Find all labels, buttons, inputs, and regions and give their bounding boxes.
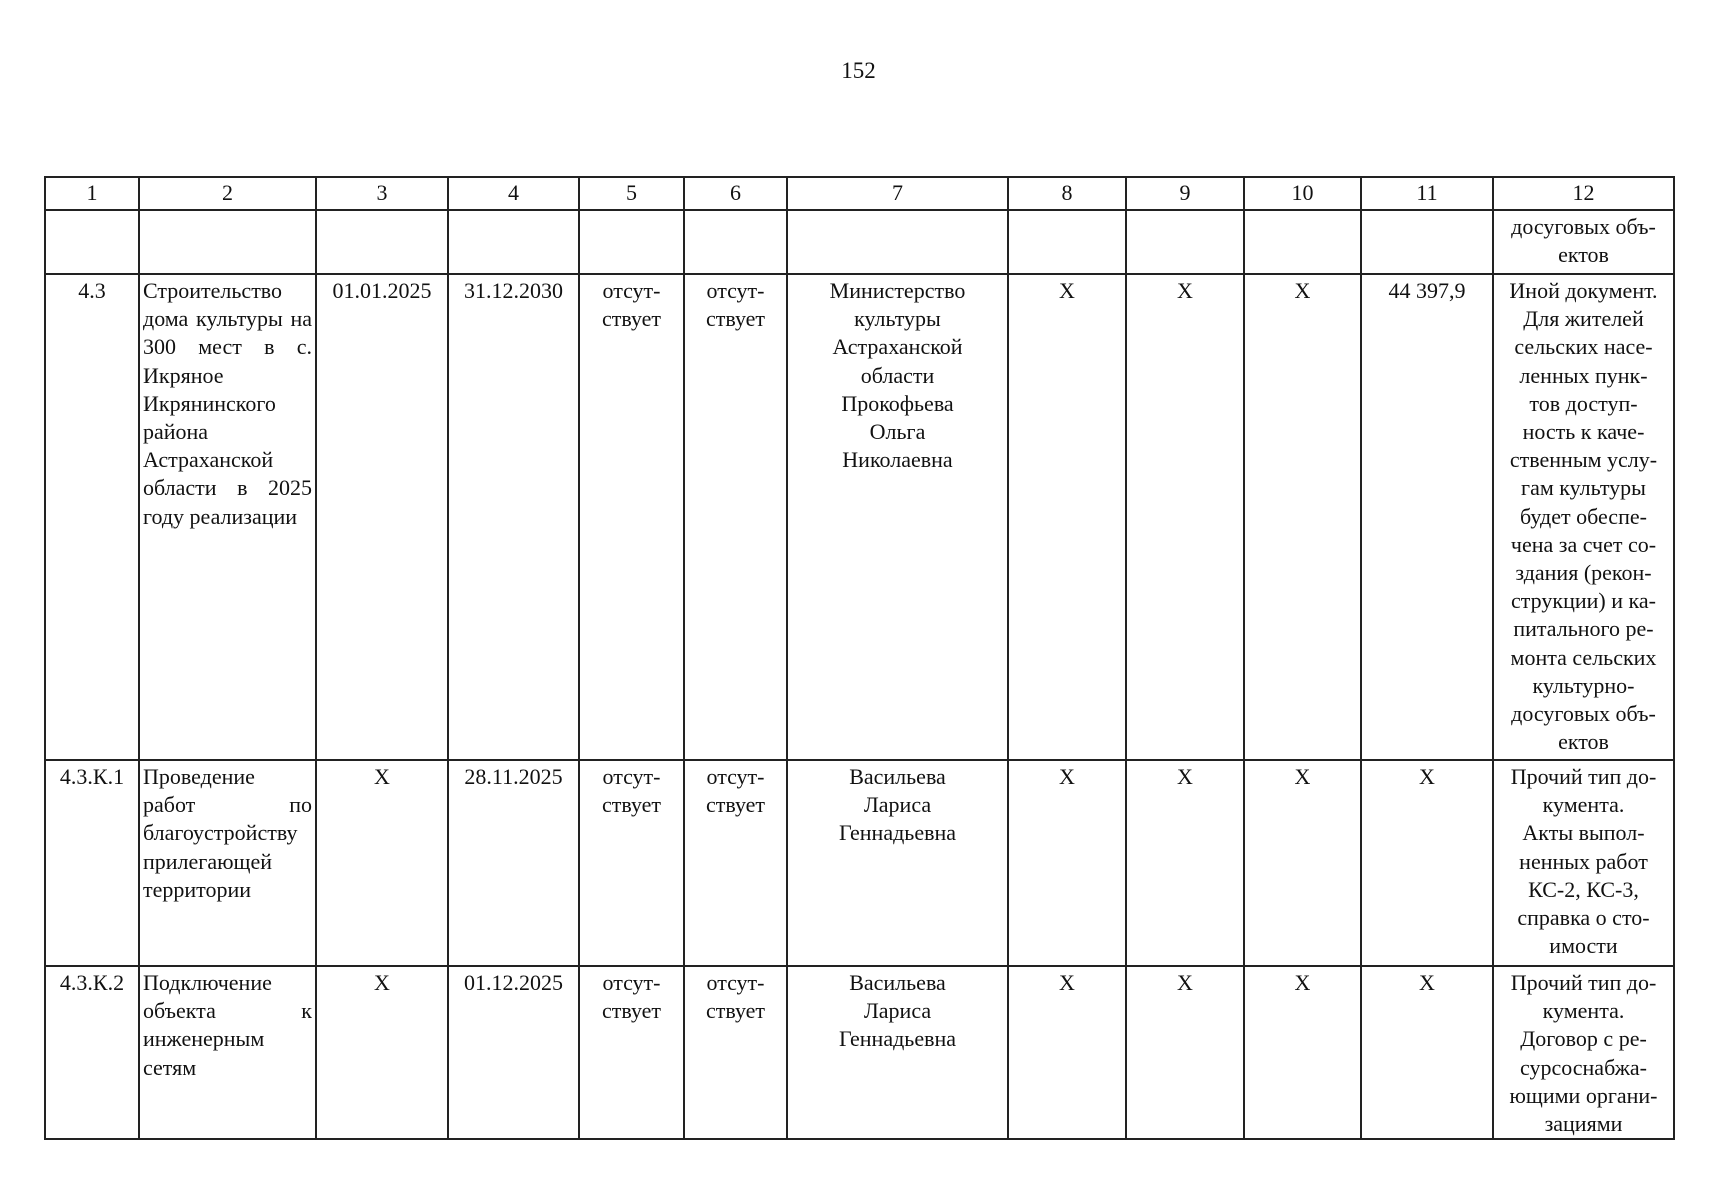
table-cell: X	[1126, 966, 1244, 1139]
responsible-cell: Васильева Лариса Геннадьевна	[787, 966, 1008, 1139]
column-header: 4	[448, 177, 579, 210]
description-cell: Подключение объекта к инженерным сетям	[139, 966, 316, 1139]
row-number-cell: 4.3.К.1	[45, 760, 139, 966]
column-header: 6	[684, 177, 787, 210]
table-cell	[448, 210, 579, 274]
table-cell	[1008, 210, 1126, 274]
table-row	[45, 210, 1674, 274]
table-cell	[45, 210, 139, 274]
table-cell	[684, 210, 787, 274]
document-cell: Прочий тип до- кумента. Акты выпол- ненных работ КС-2, КС-3, справка о сто- имости	[1493, 760, 1674, 966]
table-cell: X	[1126, 274, 1244, 760]
amount-cell: 44 397,9	[1361, 274, 1493, 760]
column-header: 3	[316, 177, 448, 210]
table-cell	[579, 210, 684, 274]
column-header: 2	[139, 177, 316, 210]
responsible-cell: Васильева Лариса Геннадьевна	[787, 760, 1008, 966]
table-cell	[1244, 210, 1361, 274]
column-header: 1	[45, 177, 139, 210]
table-cell	[787, 210, 1008, 274]
table-cell: X	[1008, 760, 1126, 966]
start-date-cell: 01.01.2025	[316, 274, 448, 760]
table-cell: X	[1244, 274, 1361, 760]
end-date-cell: 28.11.2025	[448, 760, 579, 966]
amount-cell: X	[1361, 966, 1493, 1139]
table-cell: отсут- ствует	[684, 760, 787, 966]
table-cell: отсут- ствует	[684, 274, 787, 760]
table-cell: отсут- ствует	[684, 966, 787, 1139]
table-cell	[316, 210, 448, 274]
column-header: 8	[1008, 177, 1126, 210]
description-cell: Строительство дома культуры на 300 мест в с. Икряное Икрянинского района Астраханской области в 2025 году реализации	[139, 274, 316, 760]
start-date-cell: X	[316, 760, 448, 966]
table-row	[45, 966, 1674, 1139]
description-cell: Проведение работ по благоустройству прилегающей территории	[139, 760, 316, 966]
column-header: 11	[1361, 177, 1493, 210]
table-cell: X	[1008, 966, 1126, 1139]
table-cell: отсут- ствует	[579, 966, 684, 1139]
table-cell	[139, 210, 316, 274]
end-date-cell: 31.12.2030	[448, 274, 579, 760]
page-number: 152	[841, 58, 876, 83]
responsible-cell: Министерство культуры Астраханской области Прокофьева Ольга Николаевна	[787, 274, 1008, 760]
column-header: 12	[1493, 177, 1674, 210]
column-header: 9	[1126, 177, 1244, 210]
row-number-cell: 4.3	[45, 274, 139, 760]
table-cell	[1126, 210, 1244, 274]
table-cell: X	[1244, 760, 1361, 966]
column-header: 5	[579, 177, 684, 210]
table-row	[45, 274, 1674, 760]
row-number-cell: 4.3.К.2	[45, 966, 139, 1139]
column-header: 10	[1244, 177, 1361, 210]
table-cell: досуговых объ- ектов	[1493, 210, 1674, 274]
data-table	[44, 176, 1675, 1140]
table-cell: X	[1008, 274, 1126, 760]
start-date-cell: X	[316, 966, 448, 1139]
table-cell: отсут- ствует	[579, 760, 684, 966]
table-cell	[1361, 210, 1493, 274]
table-cell: отсут- ствует	[579, 274, 684, 760]
column-header: 7	[787, 177, 1008, 210]
table-row	[45, 760, 1674, 966]
document-cell: Иной документ. Для жителей сельских насе- ленных пунк- тов доступ- ность к каче- ственным услу- гам культуры будет обеспе- чена за счет со- здания (рекон- струкции) и ка- питального ре- монта сельских культурно- досуговых объ- ектов	[1493, 274, 1674, 760]
table-header-row	[45, 177, 1674, 210]
table-cell: X	[1126, 760, 1244, 966]
document-cell: Прочий тип до- кумента. Договор с ре- сурсоснабжа- ющими органи- зациями	[1493, 966, 1674, 1139]
end-date-cell: 01.12.2025	[448, 966, 579, 1139]
amount-cell: X	[1361, 760, 1493, 966]
table-cell: X	[1244, 966, 1361, 1139]
